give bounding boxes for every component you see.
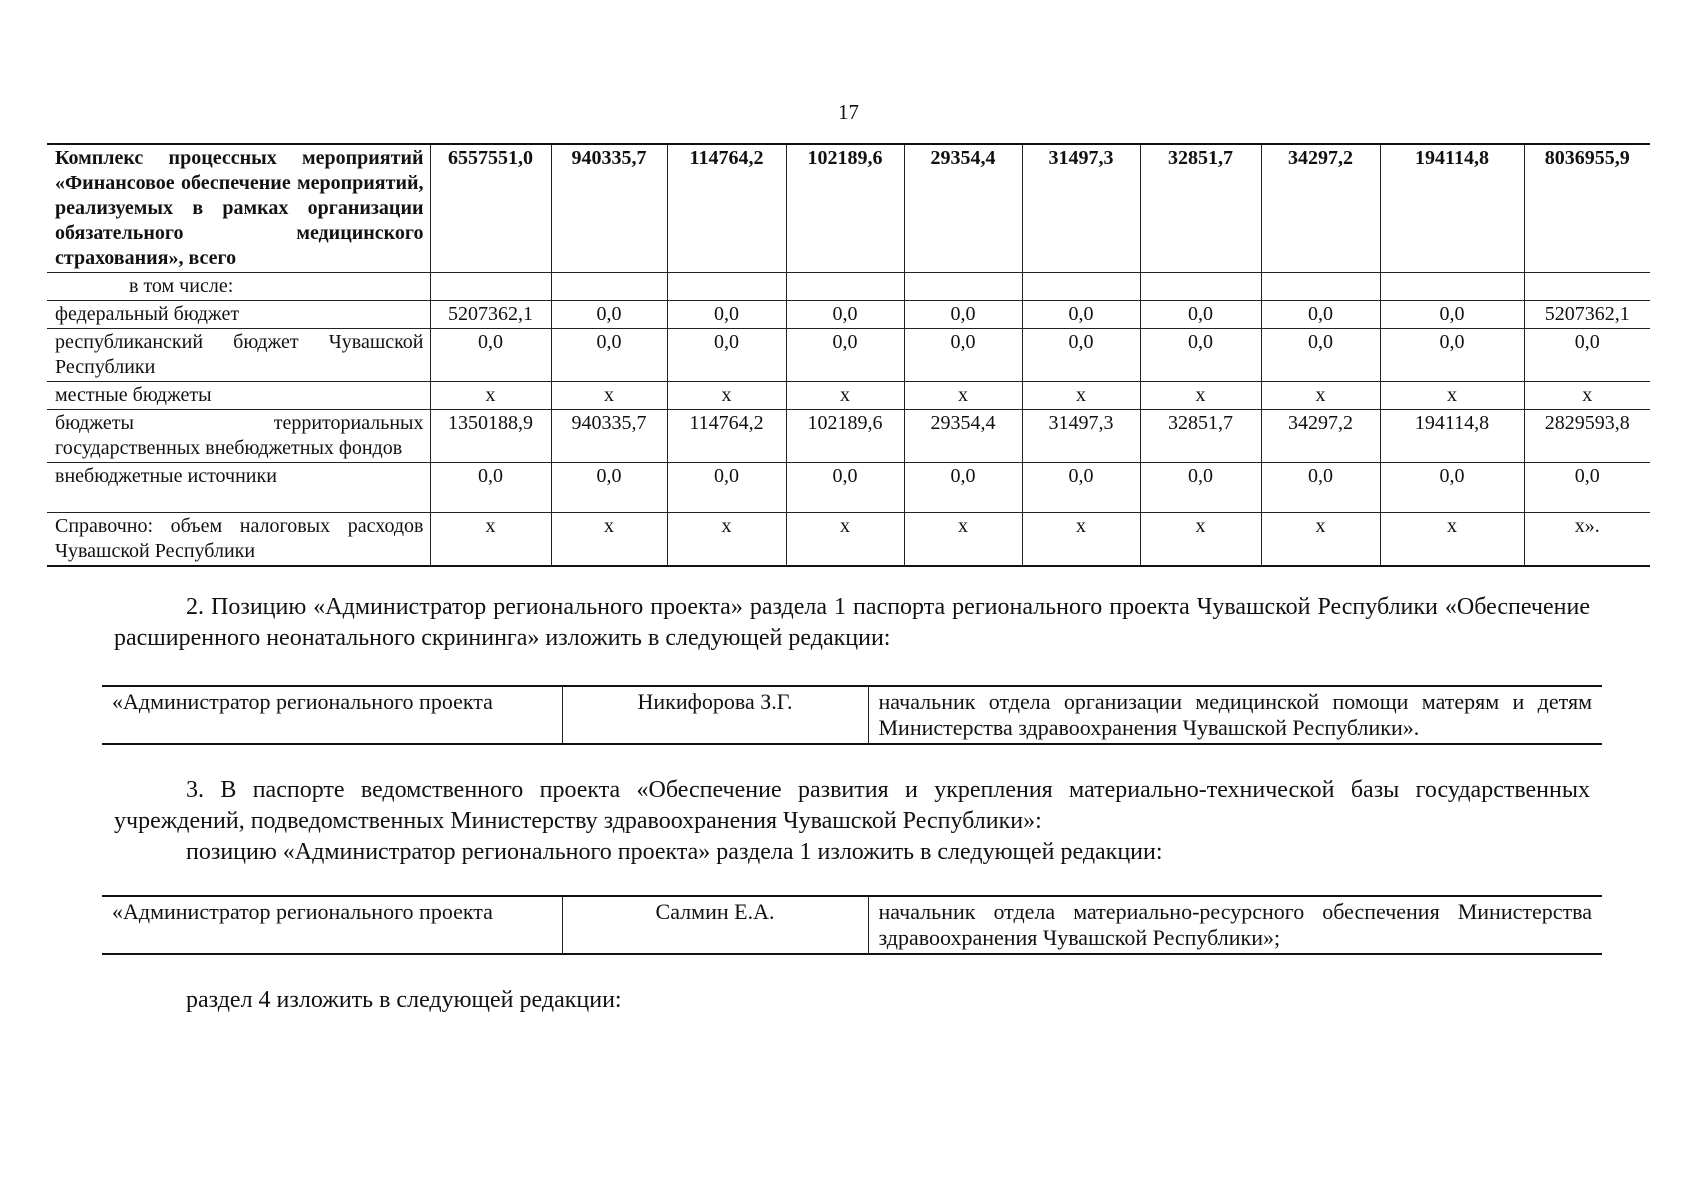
table-cell: 114764,2 <box>667 144 786 273</box>
table-row <box>47 329 1650 382</box>
table-cell: 0,0 <box>1261 301 1380 329</box>
admin-row <box>102 686 1602 744</box>
table-cell: 0,0 <box>1140 463 1261 513</box>
table-cell <box>1380 273 1524 301</box>
table-cell: 32851,7 <box>1140 144 1261 273</box>
table-cell: 0,0 <box>904 329 1022 382</box>
table-cell: х <box>1524 382 1650 410</box>
table-cell: 0,0 <box>1140 329 1261 382</box>
table-cell: х <box>1380 513 1524 567</box>
table-cell <box>904 273 1022 301</box>
table-cell: 0,0 <box>430 329 551 382</box>
table-cell: 34297,2 <box>1261 410 1380 463</box>
admin-position: начальник отдела организации медицинской помощи матерям и детям Министерства здравоохранения Чувашской Республики». <box>868 686 1602 744</box>
table-cell: х <box>551 382 667 410</box>
table-cell: х <box>1261 513 1380 567</box>
table-cell <box>1140 273 1261 301</box>
table-cell: 0,0 <box>1380 329 1524 382</box>
table-cell: 940335,7 <box>551 410 667 463</box>
table-cell: 2829593,8 <box>1524 410 1650 463</box>
table-cell: 0,0 <box>1140 301 1261 329</box>
table-cell: х <box>1022 382 1140 410</box>
table-cell: х <box>904 513 1022 567</box>
table-cell: 0,0 <box>1380 463 1524 513</box>
table-cell: 34297,2 <box>1261 144 1380 273</box>
admin-row <box>102 896 1602 954</box>
admin-position: начальник отдела материально-ресурсного обеспечения Министерства здравоохранения Чувашской Республики»; <box>868 896 1602 954</box>
table-cell: 0,0 <box>786 301 904 329</box>
table-cell: х <box>1022 513 1140 567</box>
table-cell: х <box>786 513 904 567</box>
table-cell: х <box>667 382 786 410</box>
table-cell: 102189,6 <box>786 144 904 273</box>
row-label: Справочно: объем налоговых расходов Чувашской Республики <box>47 513 430 567</box>
table-cell: 31497,3 <box>1022 144 1140 273</box>
table-cell: 5207362,1 <box>430 301 551 329</box>
row-label: бюджеты территориальных государственных внебюджетных фондов <box>47 410 430 463</box>
table-cell: 0,0 <box>667 301 786 329</box>
row-label: Комплекс процессных мероприятий «Финансовое обеспечение мероприятий, реализуемых в рамках организации обязательного медицинского страхования», всего <box>47 144 430 273</box>
admin-name: Никифорова З.Г. <box>562 686 868 744</box>
table-row <box>47 273 1650 301</box>
admin-role: «Администратор регионального проекта <box>102 686 562 744</box>
table-cell: 1350188,9 <box>430 410 551 463</box>
table-cell: х <box>1140 382 1261 410</box>
admin-table-1 <box>102 685 1602 745</box>
table-cell <box>551 273 667 301</box>
admin-name: Салмин Е.А. <box>562 896 868 954</box>
table-cell: 194114,8 <box>1380 144 1524 273</box>
table-cell: х <box>430 513 551 567</box>
table-cell: 0,0 <box>786 329 904 382</box>
table-cell: 0,0 <box>1022 463 1140 513</box>
row-label: федеральный бюджет <box>47 301 430 329</box>
table-cell: 0,0 <box>1524 329 1650 382</box>
table-cell: 102189,6 <box>786 410 904 463</box>
table-row <box>47 144 1650 273</box>
table-cell: 6557551,0 <box>430 144 551 273</box>
table-cell: х <box>1140 513 1261 567</box>
table-cell <box>430 273 551 301</box>
row-label: местные бюджеты <box>47 382 430 410</box>
table-cell: 0,0 <box>1022 329 1140 382</box>
table-cell: 8036955,9 <box>1524 144 1650 273</box>
table-cell: х». <box>1524 513 1650 567</box>
table-cell: 0,0 <box>786 463 904 513</box>
table-cell: 29354,4 <box>904 144 1022 273</box>
table-cell: 0,0 <box>904 463 1022 513</box>
table-cell: 5207362,1 <box>1524 301 1650 329</box>
table-cell <box>1524 273 1650 301</box>
paragraph-4: раздел 4 изложить в следующей редакции: <box>186 987 622 1013</box>
table-row <box>47 382 1650 410</box>
table-cell: 0,0 <box>551 463 667 513</box>
table-cell: 32851,7 <box>1140 410 1261 463</box>
table-cell <box>667 273 786 301</box>
table-cell: х <box>667 513 786 567</box>
table-cell: 0,0 <box>551 329 667 382</box>
table-cell: х <box>1261 382 1380 410</box>
table-cell: 0,0 <box>667 329 786 382</box>
table-row <box>47 301 1650 329</box>
table-cell: х <box>904 382 1022 410</box>
paragraph-3b: позицию «Администратор регионального проекта» раздела 1 изложить в следующей редакции: <box>186 839 1163 865</box>
table-cell: 0,0 <box>1524 463 1650 513</box>
table-cell <box>786 273 904 301</box>
admin-role: «Администратор регионального проекта <box>102 896 562 954</box>
table-cell: 29354,4 <box>904 410 1022 463</box>
table-row <box>47 410 1650 463</box>
row-label: республиканский бюджет Чувашской Республики <box>47 329 430 382</box>
row-label: внебюджетные источники <box>47 463 430 513</box>
row-label: в том числе: <box>47 273 430 301</box>
table-cell: 0,0 <box>1261 329 1380 382</box>
table-cell <box>1261 273 1380 301</box>
paragraph-2: 2. Позицию «Администратор регионального проекта» раздела 1 паспорта регионального проекта Чувашской Республики «Обеспечение расширенного неонатального скрининга» изложить в следующей редакции: <box>114 594 1590 651</box>
table-row <box>47 513 1650 567</box>
table-cell: 31497,3 <box>1022 410 1140 463</box>
table-cell: х <box>430 382 551 410</box>
table-cell: 0,0 <box>430 463 551 513</box>
table-cell <box>1022 273 1140 301</box>
paragraph-3: 3. В паспорте ведомственного проекта «Обеспечение развития и укрепления материально-технической базы государственных учреждений, подведомственных Министерству здравоохранения Чувашской Республики»: <box>114 777 1590 834</box>
table-cell: 0,0 <box>1022 301 1140 329</box>
table-cell: 0,0 <box>904 301 1022 329</box>
page-number: 17 <box>838 100 859 124</box>
table-row <box>47 463 1650 513</box>
table-cell: 0,0 <box>667 463 786 513</box>
table-cell: х <box>551 513 667 567</box>
table-cell: х <box>1380 382 1524 410</box>
finance-table <box>47 143 1650 567</box>
table-cell: х <box>786 382 904 410</box>
table-cell: 0,0 <box>1380 301 1524 329</box>
table-cell: 940335,7 <box>551 144 667 273</box>
table-cell: 194114,8 <box>1380 410 1524 463</box>
table-cell: 114764,2 <box>667 410 786 463</box>
table-cell: 0,0 <box>1261 463 1380 513</box>
admin-table-2 <box>102 895 1602 955</box>
table-cell: 0,0 <box>551 301 667 329</box>
